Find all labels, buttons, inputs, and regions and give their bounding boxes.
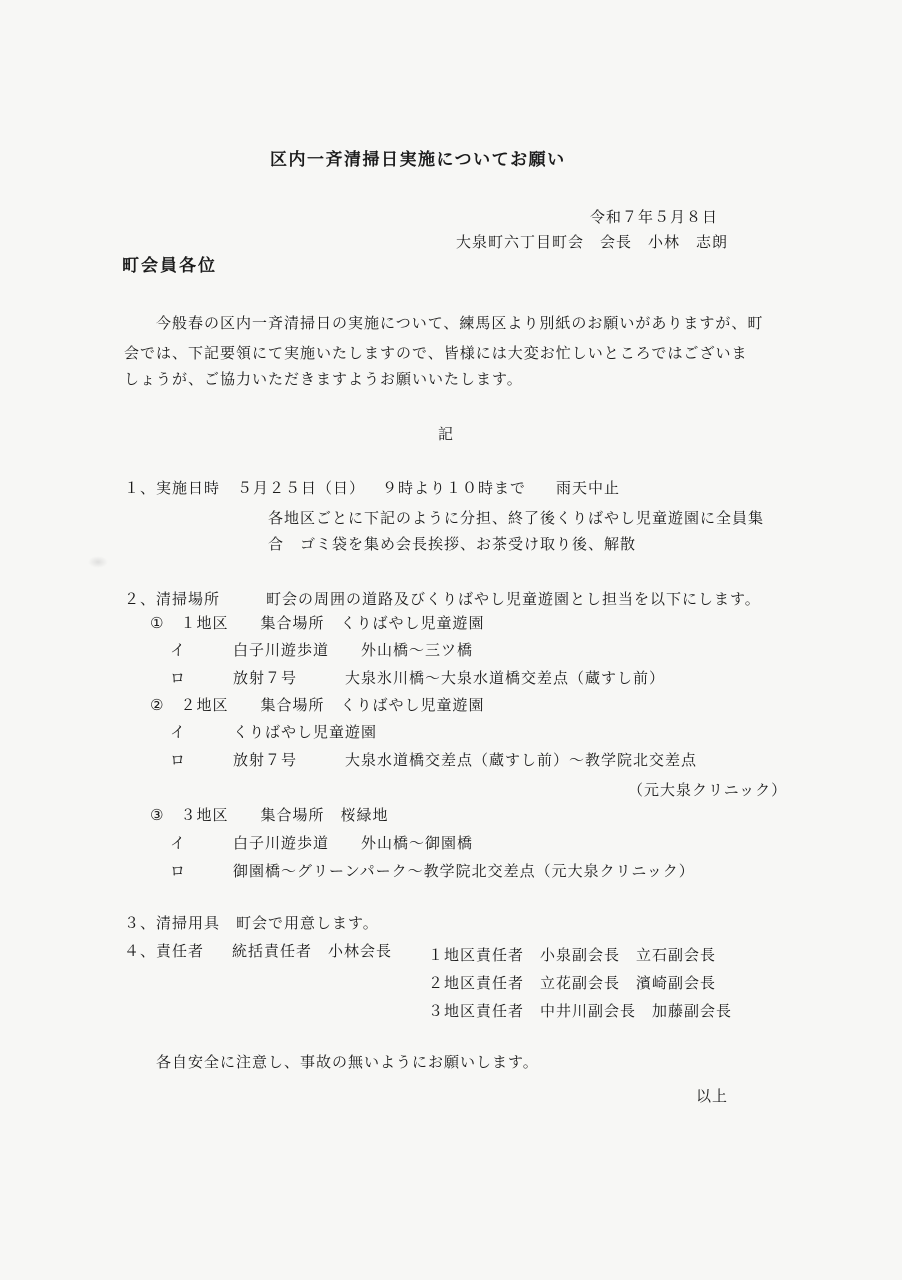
item1-desc-1: 各地区ごとに下記のように分担、終了後くりばやし児童遊園に全員集 bbox=[268, 509, 765, 527]
intro-line-1: 今般春の区内一斉清掃日の実施について、練馬区より別紙のお願いがありますが、町 bbox=[156, 314, 764, 332]
intro-line-3: しょうが、ご協力いただきますようお願いいたします。 bbox=[124, 370, 523, 388]
district2-ro-note: （元大泉クリニック） bbox=[628, 781, 788, 799]
district1-ro-mark: ロ bbox=[170, 669, 187, 687]
end-mark: 以上 bbox=[696, 1087, 729, 1105]
item4-district3: ３地区責任者 中井川副会長 加藤副会長 bbox=[428, 1002, 733, 1020]
district1-i-mark: イ bbox=[170, 641, 187, 659]
district1-header: ① １地区 集合場所 くりばやし児童遊園 bbox=[150, 614, 485, 632]
district3-ro-text: 御園橋～グリーンパーク～教学院北交差点（元大泉クリニック） bbox=[233, 862, 695, 880]
district3-header: ③ ３地区 集合場所 桜緑地 bbox=[150, 806, 389, 824]
paper-smudge bbox=[88, 556, 108, 568]
district3-ro-mark: ロ bbox=[170, 862, 187, 880]
district2-i-text: くりばやし児童遊園 bbox=[233, 723, 378, 741]
item3-text: ３、清掃用具 町会で用意します。 bbox=[124, 914, 379, 932]
district2-header: ② ２地区 集合場所 くりばやし児童遊園 bbox=[150, 696, 485, 714]
document-title: 区内一斉清掃日実施についてお願い bbox=[270, 150, 566, 170]
item1-label: １、実施日時 bbox=[124, 479, 221, 497]
district1-ro-text: 放射７号 大泉氷川橋～大泉水道橋交差点（蔵すし前） bbox=[233, 669, 666, 687]
item1-rain: 雨天中止 bbox=[556, 479, 621, 497]
item4-label: ４、責任者 bbox=[124, 942, 205, 960]
document-date: 令和７年５月８日 bbox=[590, 208, 719, 226]
intro-line-2: 会では、下記要領にて実施いたしますので、皆様には大変お忙しいところではございま bbox=[124, 344, 748, 362]
district3-i-mark: イ bbox=[170, 834, 187, 852]
district3-i-text: 白子川遊歩道 外山橋～御園橋 bbox=[233, 834, 474, 852]
addressee: 町会員各位 bbox=[122, 256, 217, 276]
item2-desc: 町会の周囲の道路及びくりばやし児童遊園とし担当を以下にします。 bbox=[266, 590, 761, 608]
district1-i-text: 白子川遊歩道 外山橋～三ツ橋 bbox=[233, 641, 474, 659]
item4-district1: １地区責任者 小泉副会長 立石副会長 bbox=[428, 946, 717, 964]
sender: 大泉町六丁目町会 会長 小林 志朗 bbox=[456, 233, 729, 251]
item1-desc-2: 合 ゴミ袋を集め会長挨拶、お茶受け取り後、解散 bbox=[268, 535, 637, 553]
district2-i-mark: イ bbox=[170, 723, 187, 741]
item1-time: ９時より１０時まで bbox=[382, 479, 527, 497]
closing-note: 各自安全に注意し、事故の無いようにお願いします。 bbox=[156, 1053, 539, 1071]
item4-district2: ２地区責任者 立花副会長 濱崎副会長 bbox=[428, 974, 717, 992]
district2-ro-mark: ロ bbox=[170, 751, 187, 769]
item1-date: ５月２５日（日） bbox=[237, 479, 366, 497]
item4-general: 統括責任者 小林会長 bbox=[232, 942, 393, 960]
ki-heading: 記 bbox=[438, 425, 455, 443]
item2-label: ２、清掃場所 bbox=[124, 590, 221, 608]
district2-ro-text: 放射７号 大泉水道橋交差点（蔵すし前）～教学院北交差点 bbox=[233, 751, 698, 769]
